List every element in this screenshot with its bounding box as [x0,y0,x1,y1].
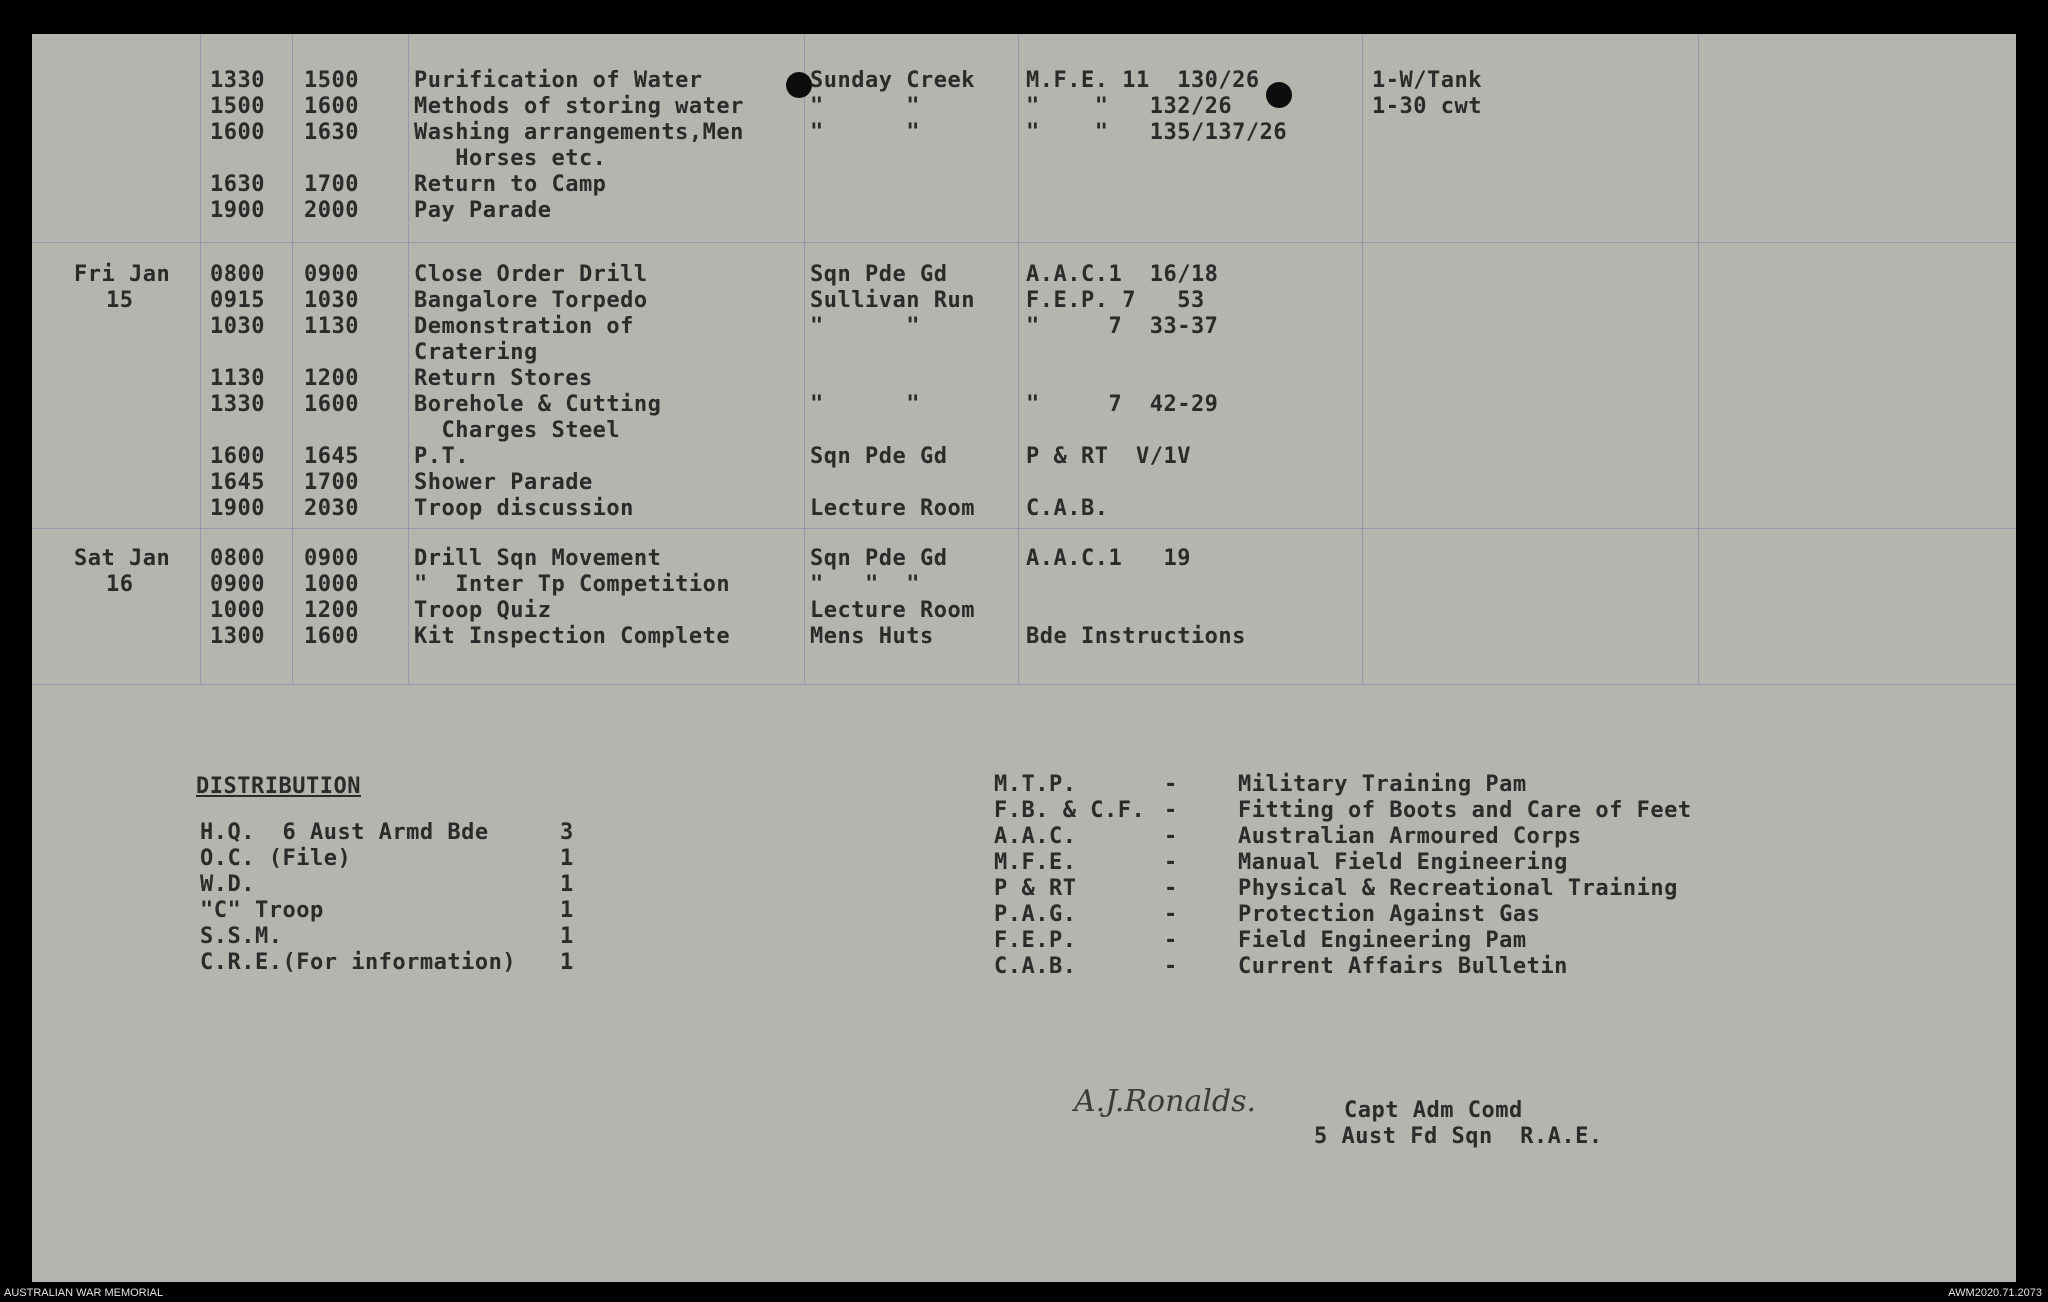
subject-cell: Return Stores [414,366,593,391]
distribution-recipient: H.Q. 6 Aust Armd Bde [200,820,489,845]
distribution-recipient: C.R.E.(For information) [200,950,517,975]
table-row-divider [32,242,2016,243]
subject-cell: Borehole & Cutting [414,392,662,417]
subject-cell: Demonstration of [414,314,634,339]
distribution-copies: 1 [560,846,574,871]
abbreviation-code: M.F.E. [994,850,1077,875]
time-from-cell: 1900 [210,198,265,223]
time-from-cell: 1130 [210,366,265,391]
table-column-divider [1698,34,1699,684]
table-row-divider [32,528,2016,529]
time-to-cell: 0900 [304,262,359,287]
place-cell: " " [810,120,920,145]
reference-cell: M.F.E. 11 130/26 [1026,68,1260,93]
abbreviation-code: M.T.P. [994,772,1077,797]
reference-cell: " " 135/137/26 [1026,120,1288,145]
time-from-cell: 1000 [210,598,265,623]
place-cell: Sqn Pde Gd [810,444,948,469]
distribution-recipient: "C" Troop [200,898,324,923]
abbreviation-dash: - [1164,902,1178,927]
subject-cell: Drill Sqn Movement [414,546,662,571]
time-to-cell: 1200 [304,366,359,391]
place-cell: Mens Huts [810,624,934,649]
time-to-cell: 1645 [304,444,359,469]
time-from-cell: 1030 [210,314,265,339]
stores-cell: 1-W/Tank [1372,68,1482,93]
time-from-cell: 1900 [210,496,265,521]
distribution-title: DISTRIBUTION [196,774,361,799]
time-from-cell: 0915 [210,288,265,313]
abbreviation-code: P & RT [994,876,1077,901]
place-cell: Sqn Pde Gd [810,262,948,287]
abbreviation-dash: - [1164,928,1178,953]
reference-cell: P & RT V/1V [1026,444,1191,469]
time-to-cell: 2030 [304,496,359,521]
subject-cell: Troop Quiz [414,598,552,623]
abbreviation-meaning: Manual Field Engineering [1238,850,1568,875]
time-to-cell: 1600 [304,392,359,417]
distribution-recipient: S.S.M. [200,924,283,949]
handwritten-signature: A.J.Ronalds. [1074,1084,1257,1119]
table-column-divider [292,34,293,684]
place-cell: Sqn Pde Gd [810,546,948,571]
subject-cell: P.T. [414,444,469,469]
reference-cell: A.A.C.1 16/18 [1026,262,1219,287]
abbreviation-dash: - [1164,798,1178,823]
date-label: 16 [106,572,134,597]
place-cell: Lecture Room [810,598,975,623]
subject-cell: Shower Parade [414,470,593,495]
time-to-cell: 1200 [304,598,359,623]
table-column-divider [1018,34,1019,684]
time-to-cell: 1030 [304,288,359,313]
day-label: Fri Jan [74,262,171,287]
table-column-divider [804,34,805,684]
time-from-cell: 1600 [210,120,265,145]
time-to-cell: 1700 [304,172,359,197]
reference-cell: " 7 42-29 [1026,392,1219,417]
subject-cell: Return to Camp [414,172,607,197]
distribution-recipient: O.C. (File) [200,846,352,871]
subject-cell: Horses etc. [414,146,607,171]
table-column-divider [408,34,409,684]
place-cell: " " [810,314,920,339]
abbreviation-dash: - [1164,772,1178,797]
abbreviation-meaning: Australian Armoured Corps [1238,824,1582,849]
subject-cell: " Inter Tp Competition [414,572,731,597]
place-cell: " " " [810,572,920,597]
time-to-cell: 0900 [304,546,359,571]
subject-cell: Troop discussion [414,496,634,521]
distribution-copies: 1 [560,898,574,923]
subject-cell: Pay Parade [414,198,552,223]
time-to-cell: 1630 [304,120,359,145]
distribution-copies: 1 [560,924,574,949]
time-from-cell: 1330 [210,68,265,93]
abbreviation-code: P.A.G. [994,902,1077,927]
reference-cell: " 7 33-37 [1026,314,1219,339]
table-row-divider [32,684,2016,685]
distribution-copies: 3 [560,820,574,845]
abbreviation-meaning: Current Affairs Bulletin [1238,954,1568,979]
time-to-cell: 1500 [304,68,359,93]
place-cell: Sunday Creek [810,68,975,93]
footer-archive-id: AWM2020.71.2073 [1948,1287,2042,1299]
signatory-title: Capt Adm Comd [1344,1098,1523,1123]
time-from-cell: 1600 [210,444,265,469]
subject-cell: Washing arrangements,Men [414,120,744,145]
document-page [32,34,2016,1282]
subject-cell: Purification of Water [414,68,703,93]
subject-cell: Cratering [414,340,538,365]
stores-cell: 1-30 cwt [1372,94,1482,119]
time-from-cell: 1645 [210,470,265,495]
table-column-divider [1362,34,1363,684]
time-to-cell: 2000 [304,198,359,223]
punch-hole [1266,82,1292,108]
distribution-copies: 1 [560,872,574,897]
time-from-cell: 0800 [210,546,265,571]
abbreviation-meaning: Field Engineering Pam [1238,928,1527,953]
distribution-copies: 1 [560,950,574,975]
subject-cell: Kit Inspection Complete [414,624,731,649]
abbreviation-meaning: Military Training Pam [1238,772,1527,797]
time-to-cell: 1130 [304,314,359,339]
place-cell: Lecture Room [810,496,975,521]
date-label: 15 [106,288,134,313]
subject-cell: Bangalore Torpedo [414,288,648,313]
abbreviation-meaning: Physical & Recreational Training [1238,876,1678,901]
place-cell: " " [810,94,920,119]
subject-cell: Charges Steel [414,418,621,443]
abbreviation-code: F.E.P. [994,928,1077,953]
time-from-cell: 1630 [210,172,265,197]
abbreviation-meaning: Fitting of Boots and Care of Feet [1238,798,1692,823]
time-to-cell: 1600 [304,94,359,119]
time-from-cell: 0900 [210,572,265,597]
reference-cell: " " 132/26 [1026,94,1233,119]
abbreviation-dash: - [1164,876,1178,901]
time-from-cell: 1300 [210,624,265,649]
abbreviation-meaning: Protection Against Gas [1238,902,1541,927]
reference-cell: F.E.P. 7 53 [1026,288,1205,313]
punch-hole [786,72,812,98]
place-cell: " " [810,392,920,417]
time-to-cell: 1700 [304,470,359,495]
abbreviation-dash: - [1164,954,1178,979]
abbreviation-dash: - [1164,850,1178,875]
day-label: Sat Jan [74,546,171,571]
reference-cell: C.A.B. [1026,496,1109,521]
footer-archive-name: AUSTRALIAN WAR MEMORIAL [4,1287,164,1299]
abbreviation-code: F.B. & C.F. [994,798,1146,823]
subject-cell: Methods of storing water [414,94,744,119]
distribution-recipient: W.D. [200,872,255,897]
reference-cell: A.A.C.1 19 [1026,546,1191,571]
table-column-divider [200,34,201,684]
subject-cell: Close Order Drill [414,262,648,287]
abbreviation-dash: - [1164,824,1178,849]
reference-cell: Bde Instructions [1026,624,1246,649]
abbreviation-code: A.A.C. [994,824,1077,849]
time-from-cell: 1500 [210,94,265,119]
abbreviation-code: C.A.B. [994,954,1077,979]
time-to-cell: 1000 [304,572,359,597]
signatory-unit: 5 Aust Fd Sqn R.A.E. [1314,1124,1603,1149]
time-from-cell: 0800 [210,262,265,287]
time-to-cell: 1600 [304,624,359,649]
time-from-cell: 1330 [210,392,265,417]
place-cell: Sullivan Run [810,288,975,313]
